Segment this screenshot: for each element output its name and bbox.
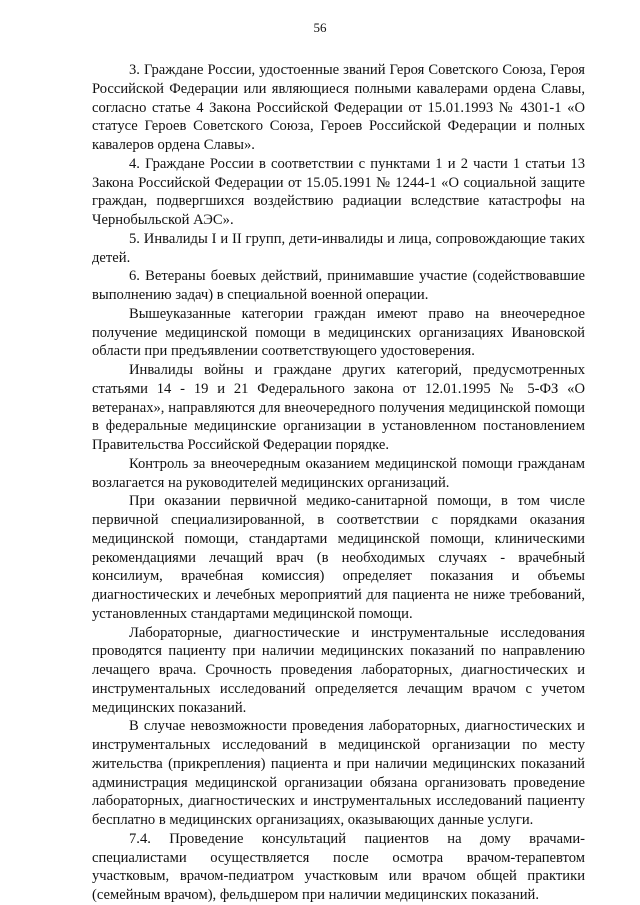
paragraph-item-5-disabled: 5. Инвалиды I и II групп, дети-инвалиды и лица, сопровождающие таких детей. <box>92 230 585 266</box>
paragraph-lab-unavailable: В случае невозможности проведения лабораторных, диагностических и инструментальных исследований в медицинской организации по месту жительства (прикрепления) пациента и при наличии медицинских показаний администрация медицинской организации обязана организовать проведение лабораторных, диагностических и инструментальных исследований пациенту бесплатно в медицинских организациях, оказывающих данные услуги. <box>92 718 585 828</box>
paragraph-item-6-veterans: 6. Ветераны боевых действий, принимавшие участие (содействовавшие выполнению задач) в специальной военной операции. <box>92 268 585 303</box>
paragraph-item-3-heroes: 3. Граждане России, удостоенные званий Героя Советского Союза, Героя Российской Федерации или являющиеся полными кавалерами ордена Славы, согласно статье 4 Закона Российской Федерации от 15.01.1993 № 4301-1 «О статусе Героев Советского Союза, Героев Российской Федерации и полных кавалеров ордена Славы». <box>92 62 585 153</box>
paragraph-control: Контроль за внеочередным оказанием медицинской помощи гражданам возлагается на руководителей медицинских организаций. <box>92 455 585 491</box>
paragraph-item-4-chernobyl: 4. Граждане России в соответствии с пунктами 1 и 2 части 1 статьи 13 Закона Российской Федерации от 15.05.1991 № 1244-1 «О социальной защите граждан, подвергшихся воздействию радиации вследствие катастрофы на Чернобыльской АЭС». <box>92 155 585 228</box>
page-number: 56 <box>313 20 327 35</box>
paragraph-war-invalids: Инвалиды войны и граждане других категорий, предусмотренных статьями 14 - 19 и 21 Федерального закона от 12.01.1995 № 5-ФЗ «О ветеранах», направляются для внеочередного получения медицинской помощи в федеральные медицинские организации в установленном постановлением Правительства Российской Федерации порядке. <box>92 362 585 453</box>
paragraph-priority-right: Вышеуказанные категории граждан имеют право на внеочередное получение медицинской помощи в медицинских организациях Ивановской области при предъявлении соответствующего удостоверения. <box>92 305 585 360</box>
paragraph-lab-studies: Лабораторные, диагностические и инструментальные исследования проводятся пациенту при наличии медицинских показаний по направлению лечащего врача. Срочность проведения лабораторных, диагностических и инструментальных исследований определяется лечащим врачом с учетом медицинских показаний. <box>92 624 585 716</box>
document-body <box>92 61 585 905</box>
paragraph-primary-care: При оказании первичной медико-санитарной помощи, в том числе первичной специализированной, в соответствии с порядками оказания медицинской помощи, стандартами медицинской помощи, клиническими рекомендациями лечащий врач (в необходимых случаях - врачебный консилиум, врачебная комиссия) определяет показания и объемы диагностических и лечебных мероприятий для пациента не ниже требований, установленных стандартами медицинской помощи. <box>92 493 585 622</box>
paragraph-home-consultations: 7.4. Проведение консультаций пациентов на дому врачами-специалистами осуществляется после осмотра врачом-терапевтом участковым, врачом-педиатром участковым или врачом общей практики (семейным врачом), фельдшером при наличии медицинских показаний. <box>92 830 585 903</box>
